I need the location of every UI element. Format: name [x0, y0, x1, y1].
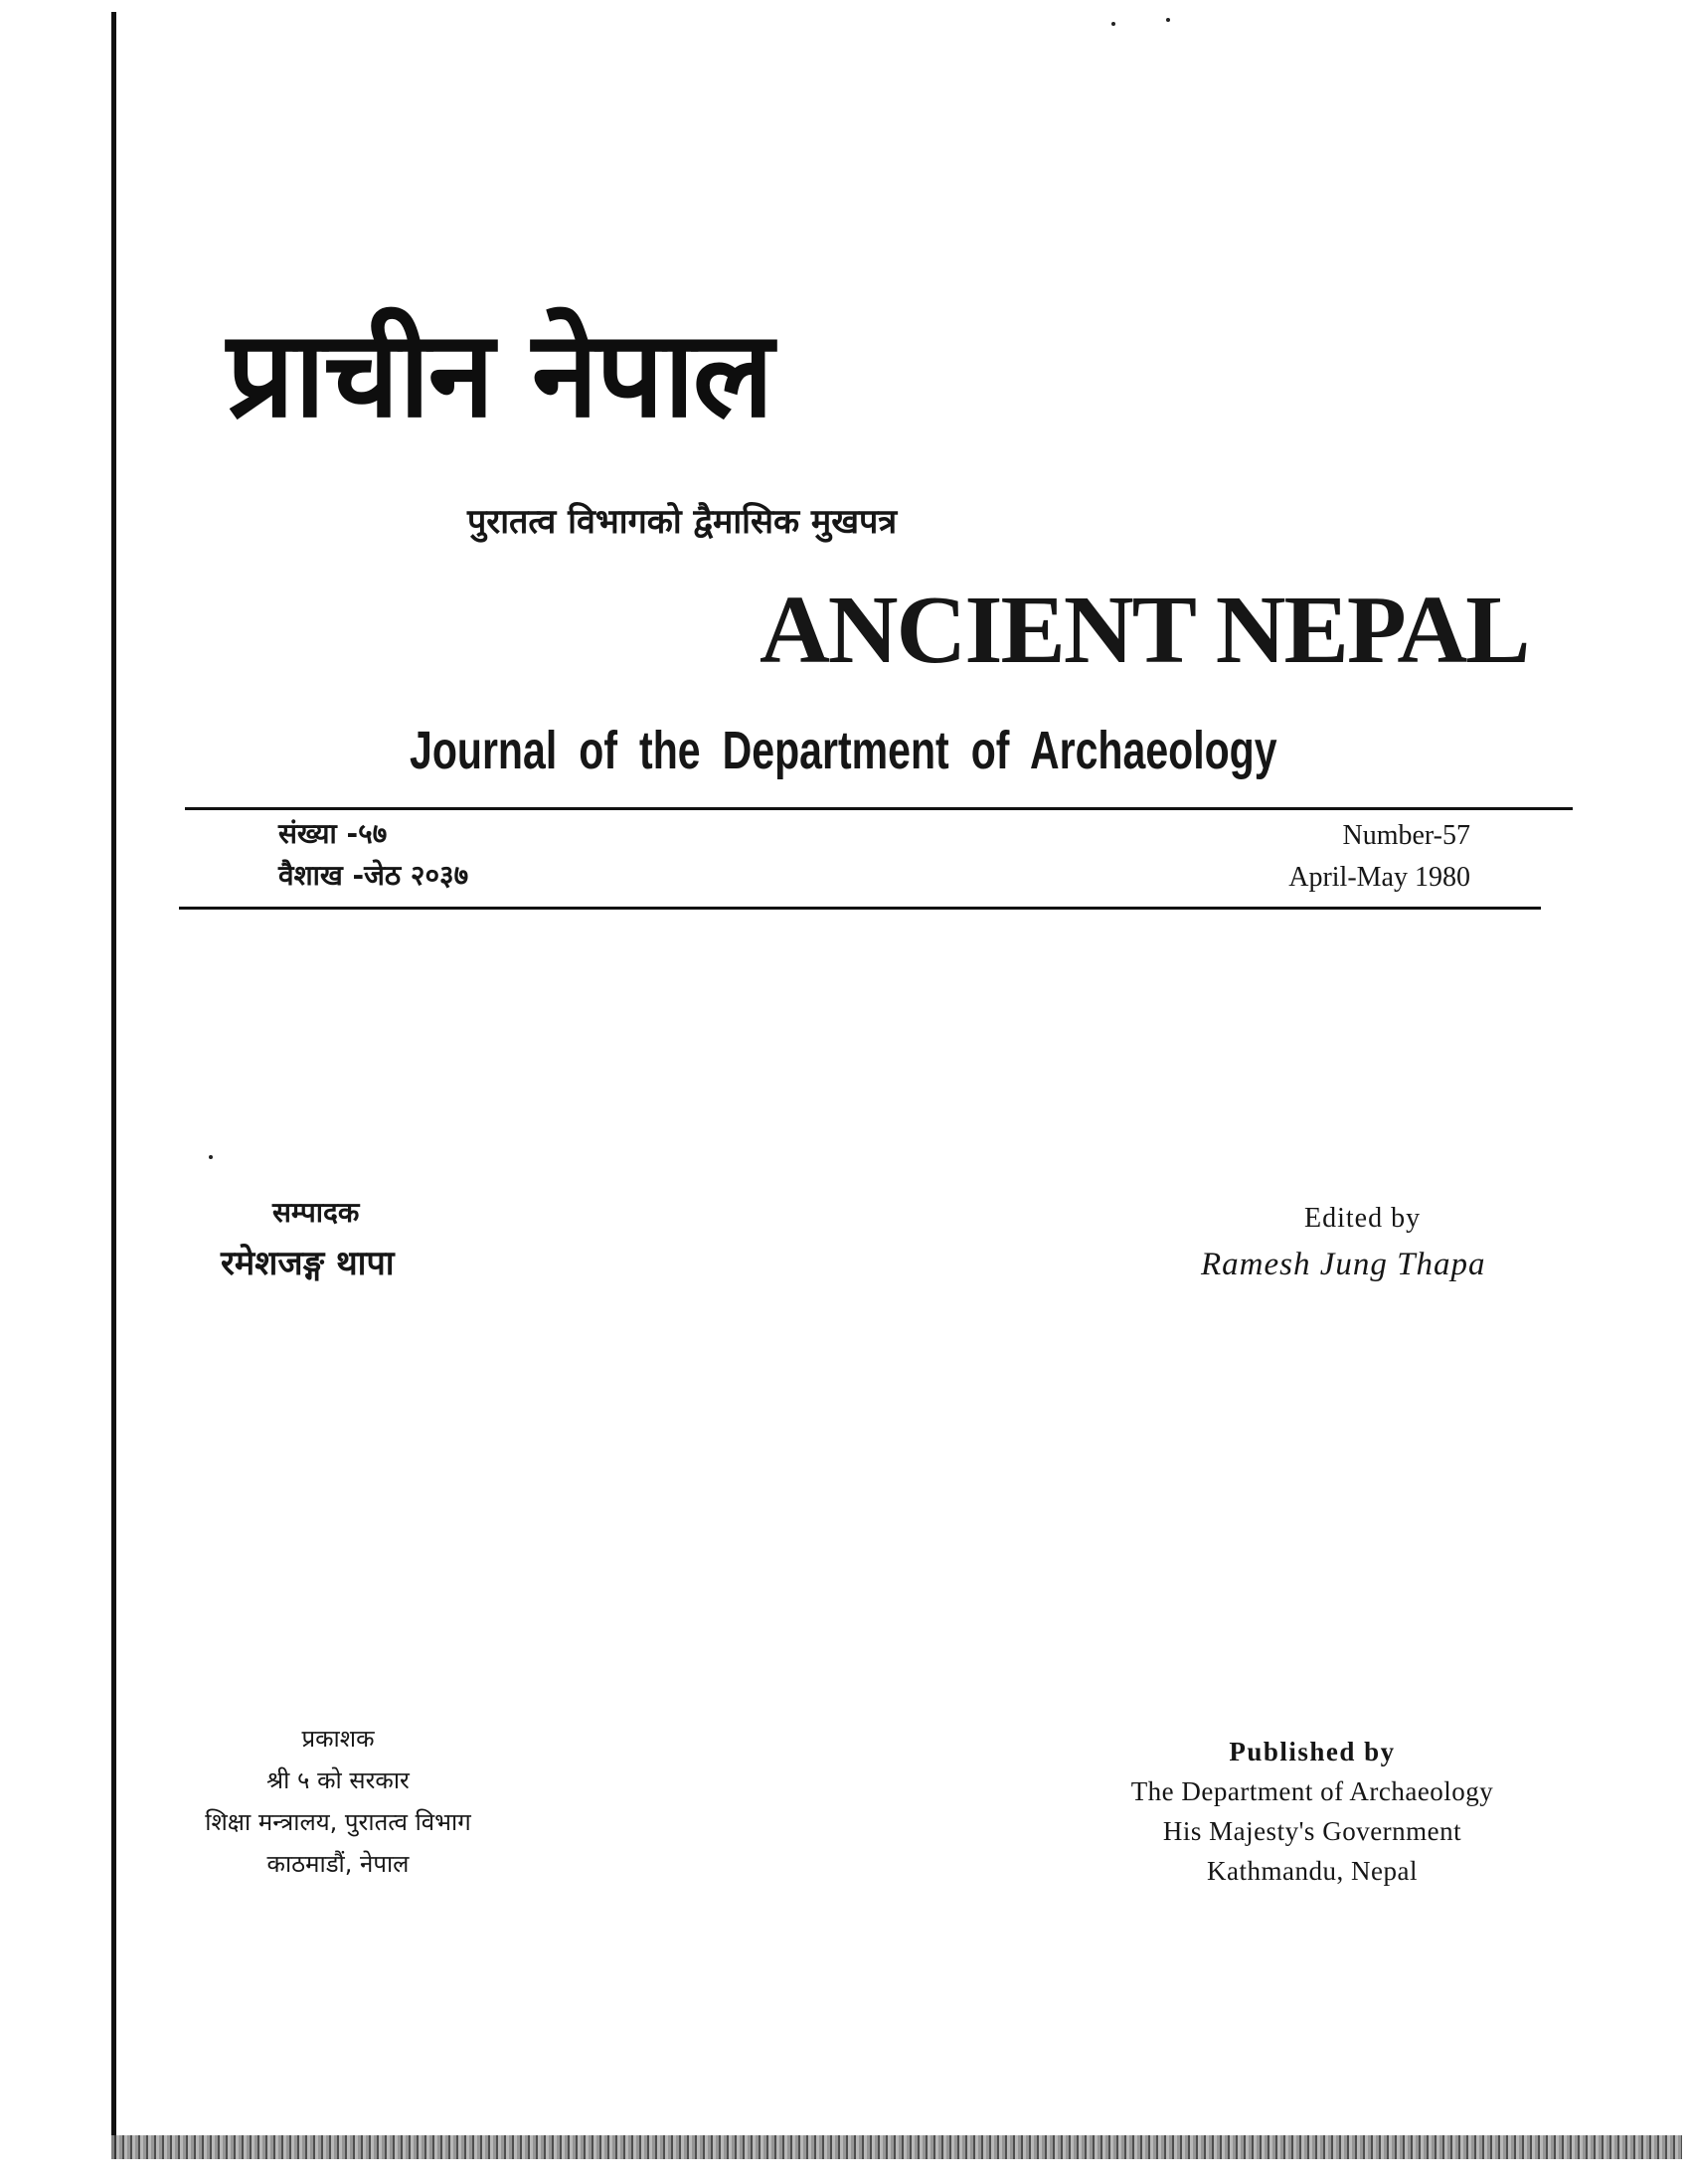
- scan-speck: [1166, 18, 1170, 22]
- publisher-label-nepali: प्रकाशक: [301, 1725, 375, 1753]
- issue-number-nepali: संख्या -५७: [278, 817, 388, 850]
- binding-edge-line: [111, 12, 116, 2159]
- publisher-block-nepali: [129, 1718, 547, 1885]
- publisher-line1-nepali: श्री ५ को सरकार: [266, 1766, 410, 1794]
- publisher-line2-nepali: शिक्षा मन्त्रालय, पुरातत्व विभाग: [205, 1808, 471, 1836]
- publisher-line1-english: The Department of Archaeology: [1130, 1776, 1494, 1806]
- publisher-block-english: [1074, 1732, 1551, 1891]
- masthead-subtitle-nepali: पुरातत्व विभागको द्वैमासिक मुखपत्र: [467, 502, 898, 542]
- issue-info-english: [1288, 815, 1470, 899]
- editor-name-nepali: रमेशजङ्ग थापा: [221, 1244, 395, 1283]
- publisher-line3-nepali: काठमाडौं, नेपाल: [266, 1850, 410, 1878]
- editor-block-english: [1201, 1203, 1485, 1283]
- masthead-title-nepali: प्राचीन नेपाल: [227, 306, 772, 444]
- header-rule-top: [185, 807, 1573, 810]
- scan-speck: [209, 1155, 213, 1159]
- editor-label-nepali: सम्पादक: [272, 1196, 360, 1229]
- issue-number-english: Number-57: [1342, 820, 1470, 851]
- masthead-title-english: ANCIENT NEPAL: [760, 577, 1529, 684]
- scan-edge-band: [111, 2135, 1682, 2159]
- publisher-line3-english: Kathmandu, Nepal: [1207, 1856, 1418, 1886]
- header-rule-bottom: [179, 907, 1541, 910]
- journal-subtitle: Journal of the Department of Archaeology: [410, 721, 1277, 780]
- publisher-line2-english: His Majesty's Government: [1162, 1816, 1462, 1846]
- editor-label-english: Edited by: [1304, 1203, 1422, 1234]
- issue-date-nepali: वैशाख -जेठ २०३७: [278, 859, 469, 892]
- issue-info-nepali: [278, 813, 468, 897]
- scan-speck: [1111, 22, 1115, 26]
- editor-name-english: Ramesh Jung Thapa: [1201, 1247, 1486, 1282]
- publisher-label-english: Published by: [1229, 1737, 1396, 1766]
- editor-block-nepali: [221, 1193, 395, 1284]
- issue-date-english: April-May 1980: [1288, 862, 1470, 893]
